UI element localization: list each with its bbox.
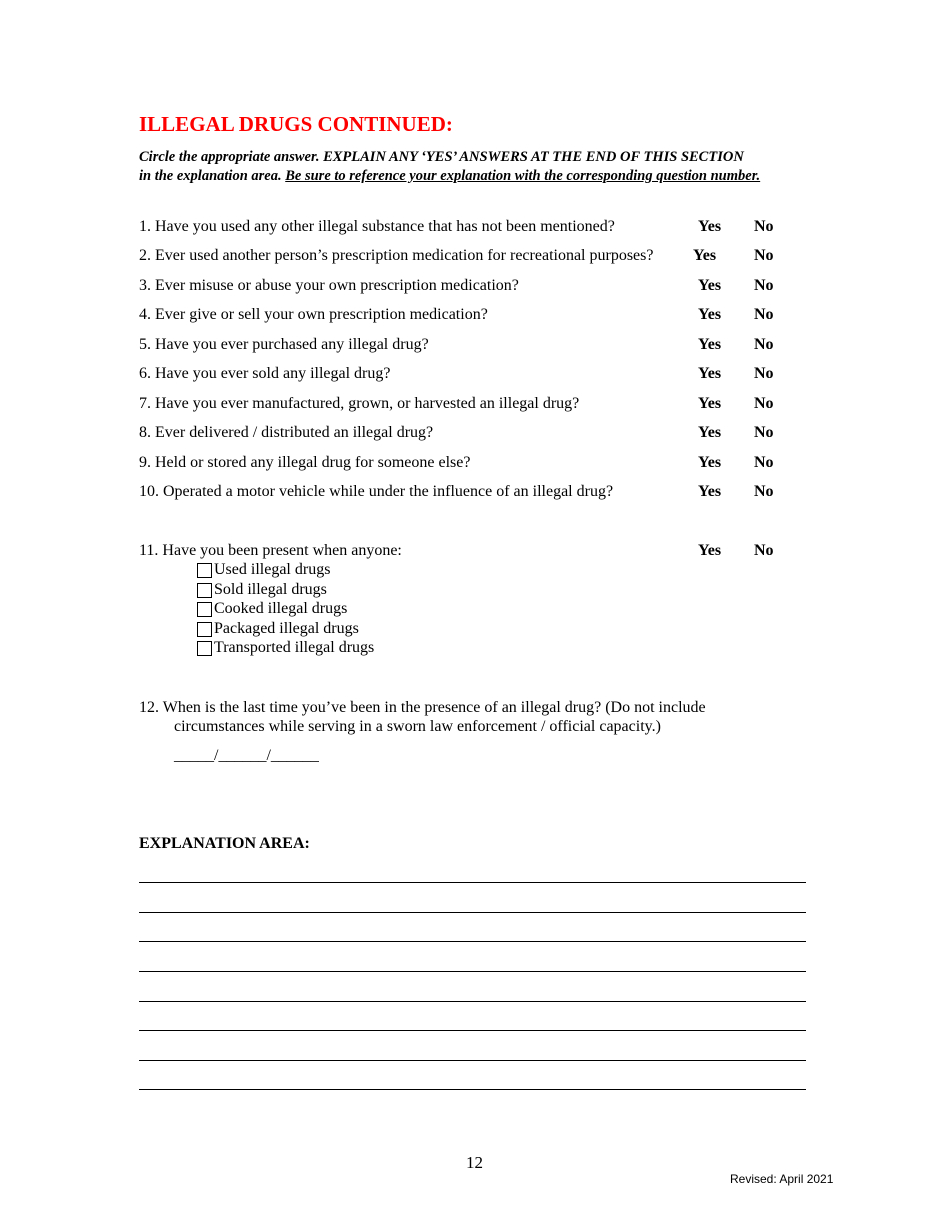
revision-date: Revised: April 2021 (730, 1172, 834, 1186)
q2-no[interactable]: No (754, 247, 774, 264)
question-3: 3. Ever misuse or abuse your own prescription medication? (139, 277, 519, 294)
explanation-line[interactable] (139, 941, 806, 942)
q1-yes[interactable]: Yes (698, 218, 722, 235)
checkbox-transported[interactable] (197, 641, 212, 656)
q5-yes[interactable]: Yes (698, 336, 722, 353)
question-4: 4. Ever give or sell your own prescription medication? (139, 306, 488, 323)
q11-option (197, 581, 327, 599)
q11-option (197, 561, 330, 579)
q1-no[interactable]: No (754, 218, 774, 235)
q8-no[interactable]: No (754, 424, 774, 441)
question-9: 9. Held or stored any illegal drug for someone else? (139, 454, 471, 471)
q3-no[interactable]: No (754, 277, 774, 294)
question-10: 10. Operated a motor vehicle while under the influence of an illegal drug? (139, 483, 614, 500)
q7-no[interactable]: No (754, 395, 774, 412)
option-label: Used illegal drugs (214, 561, 331, 578)
q10-yes[interactable]: Yes (698, 483, 722, 500)
instructions-line-1: Circle the appropriate answer. EXPLAIN ANY ‘YES’ ANSWERS AT THE END OF THIS SECTION (139, 149, 744, 165)
q5-no[interactable]: No (754, 336, 774, 353)
question-1: 1. Have you used any other illegal substance that has not been mentioned? (139, 218, 615, 235)
question-5: 5. Have you ever purchased any illegal drug? (139, 336, 429, 353)
q3-yes[interactable]: Yes (698, 277, 722, 294)
q11-option (197, 639, 374, 657)
explanation-line[interactable] (139, 1089, 806, 1090)
option-label: Sold illegal drugs (214, 581, 327, 598)
question-8: 8. Ever delivered / distributed an illegal drug? (139, 424, 434, 441)
explanation-line[interactable] (139, 971, 806, 972)
q9-no[interactable]: No (754, 454, 774, 471)
option-label: Transported illegal drugs (214, 639, 375, 656)
explanation-line[interactable] (139, 912, 806, 913)
q11-option (197, 600, 347, 618)
explanation-line[interactable] (139, 1001, 806, 1002)
q4-yes[interactable]: Yes (698, 306, 722, 323)
date-blank-field[interactable]: _____/______/______ (174, 747, 319, 764)
question-12-line-2: circumstances while serving in a sworn law enforcement / official capacity.) (174, 718, 661, 735)
explanation-line[interactable] (139, 1060, 806, 1061)
instructions-line-2 (139, 168, 760, 185)
question-2: 2. Ever used another person’s prescription medication for recreational purposes? (139, 247, 654, 264)
q4-no[interactable]: No (754, 306, 774, 323)
q11-yes[interactable]: Yes (698, 542, 722, 559)
q6-no[interactable]: No (754, 365, 774, 382)
section-title: ILLEGAL DRUGS CONTINUED: (139, 112, 453, 136)
question-11: 11. Have you been present when anyone: (139, 542, 402, 559)
explanation-area-label: EXPLANATION AREA: (139, 835, 310, 852)
checkbox-packaged[interactable] (197, 622, 212, 637)
q7-yes[interactable]: Yes (698, 395, 722, 412)
q9-yes[interactable]: Yes (698, 454, 722, 471)
checkbox-used[interactable] (197, 563, 212, 578)
q11-option (197, 620, 359, 638)
option-label: Packaged illegal drugs (214, 620, 359, 637)
explanation-line[interactable] (139, 1030, 806, 1031)
q2-yes[interactable]: Yes (693, 247, 717, 264)
q10-no[interactable]: No (754, 483, 774, 500)
checkbox-sold[interactable] (197, 583, 212, 598)
instructions-underlined: Be sure to reference your explanation with the corresponding question number. (285, 168, 761, 184)
explanation-line[interactable] (139, 882, 806, 883)
option-label: Cooked illegal drugs (214, 600, 348, 617)
checkbox-cooked[interactable] (197, 602, 212, 617)
page-number: 12 (466, 1153, 483, 1172)
question-6: 6. Have you ever sold any illegal drug? (139, 365, 391, 382)
q6-yes[interactable]: Yes (698, 365, 722, 382)
instructions-plain: in the explanation area. (139, 168, 286, 184)
q8-yes[interactable]: Yes (698, 424, 722, 441)
q11-no[interactable]: No (754, 542, 774, 559)
question-7: 7. Have you ever manufactured, grown, or harvested an illegal drug? (139, 395, 580, 412)
question-12-line-1: 12. When is the last time you’ve been in the presence of an illegal drug? (Do not include (139, 699, 706, 716)
